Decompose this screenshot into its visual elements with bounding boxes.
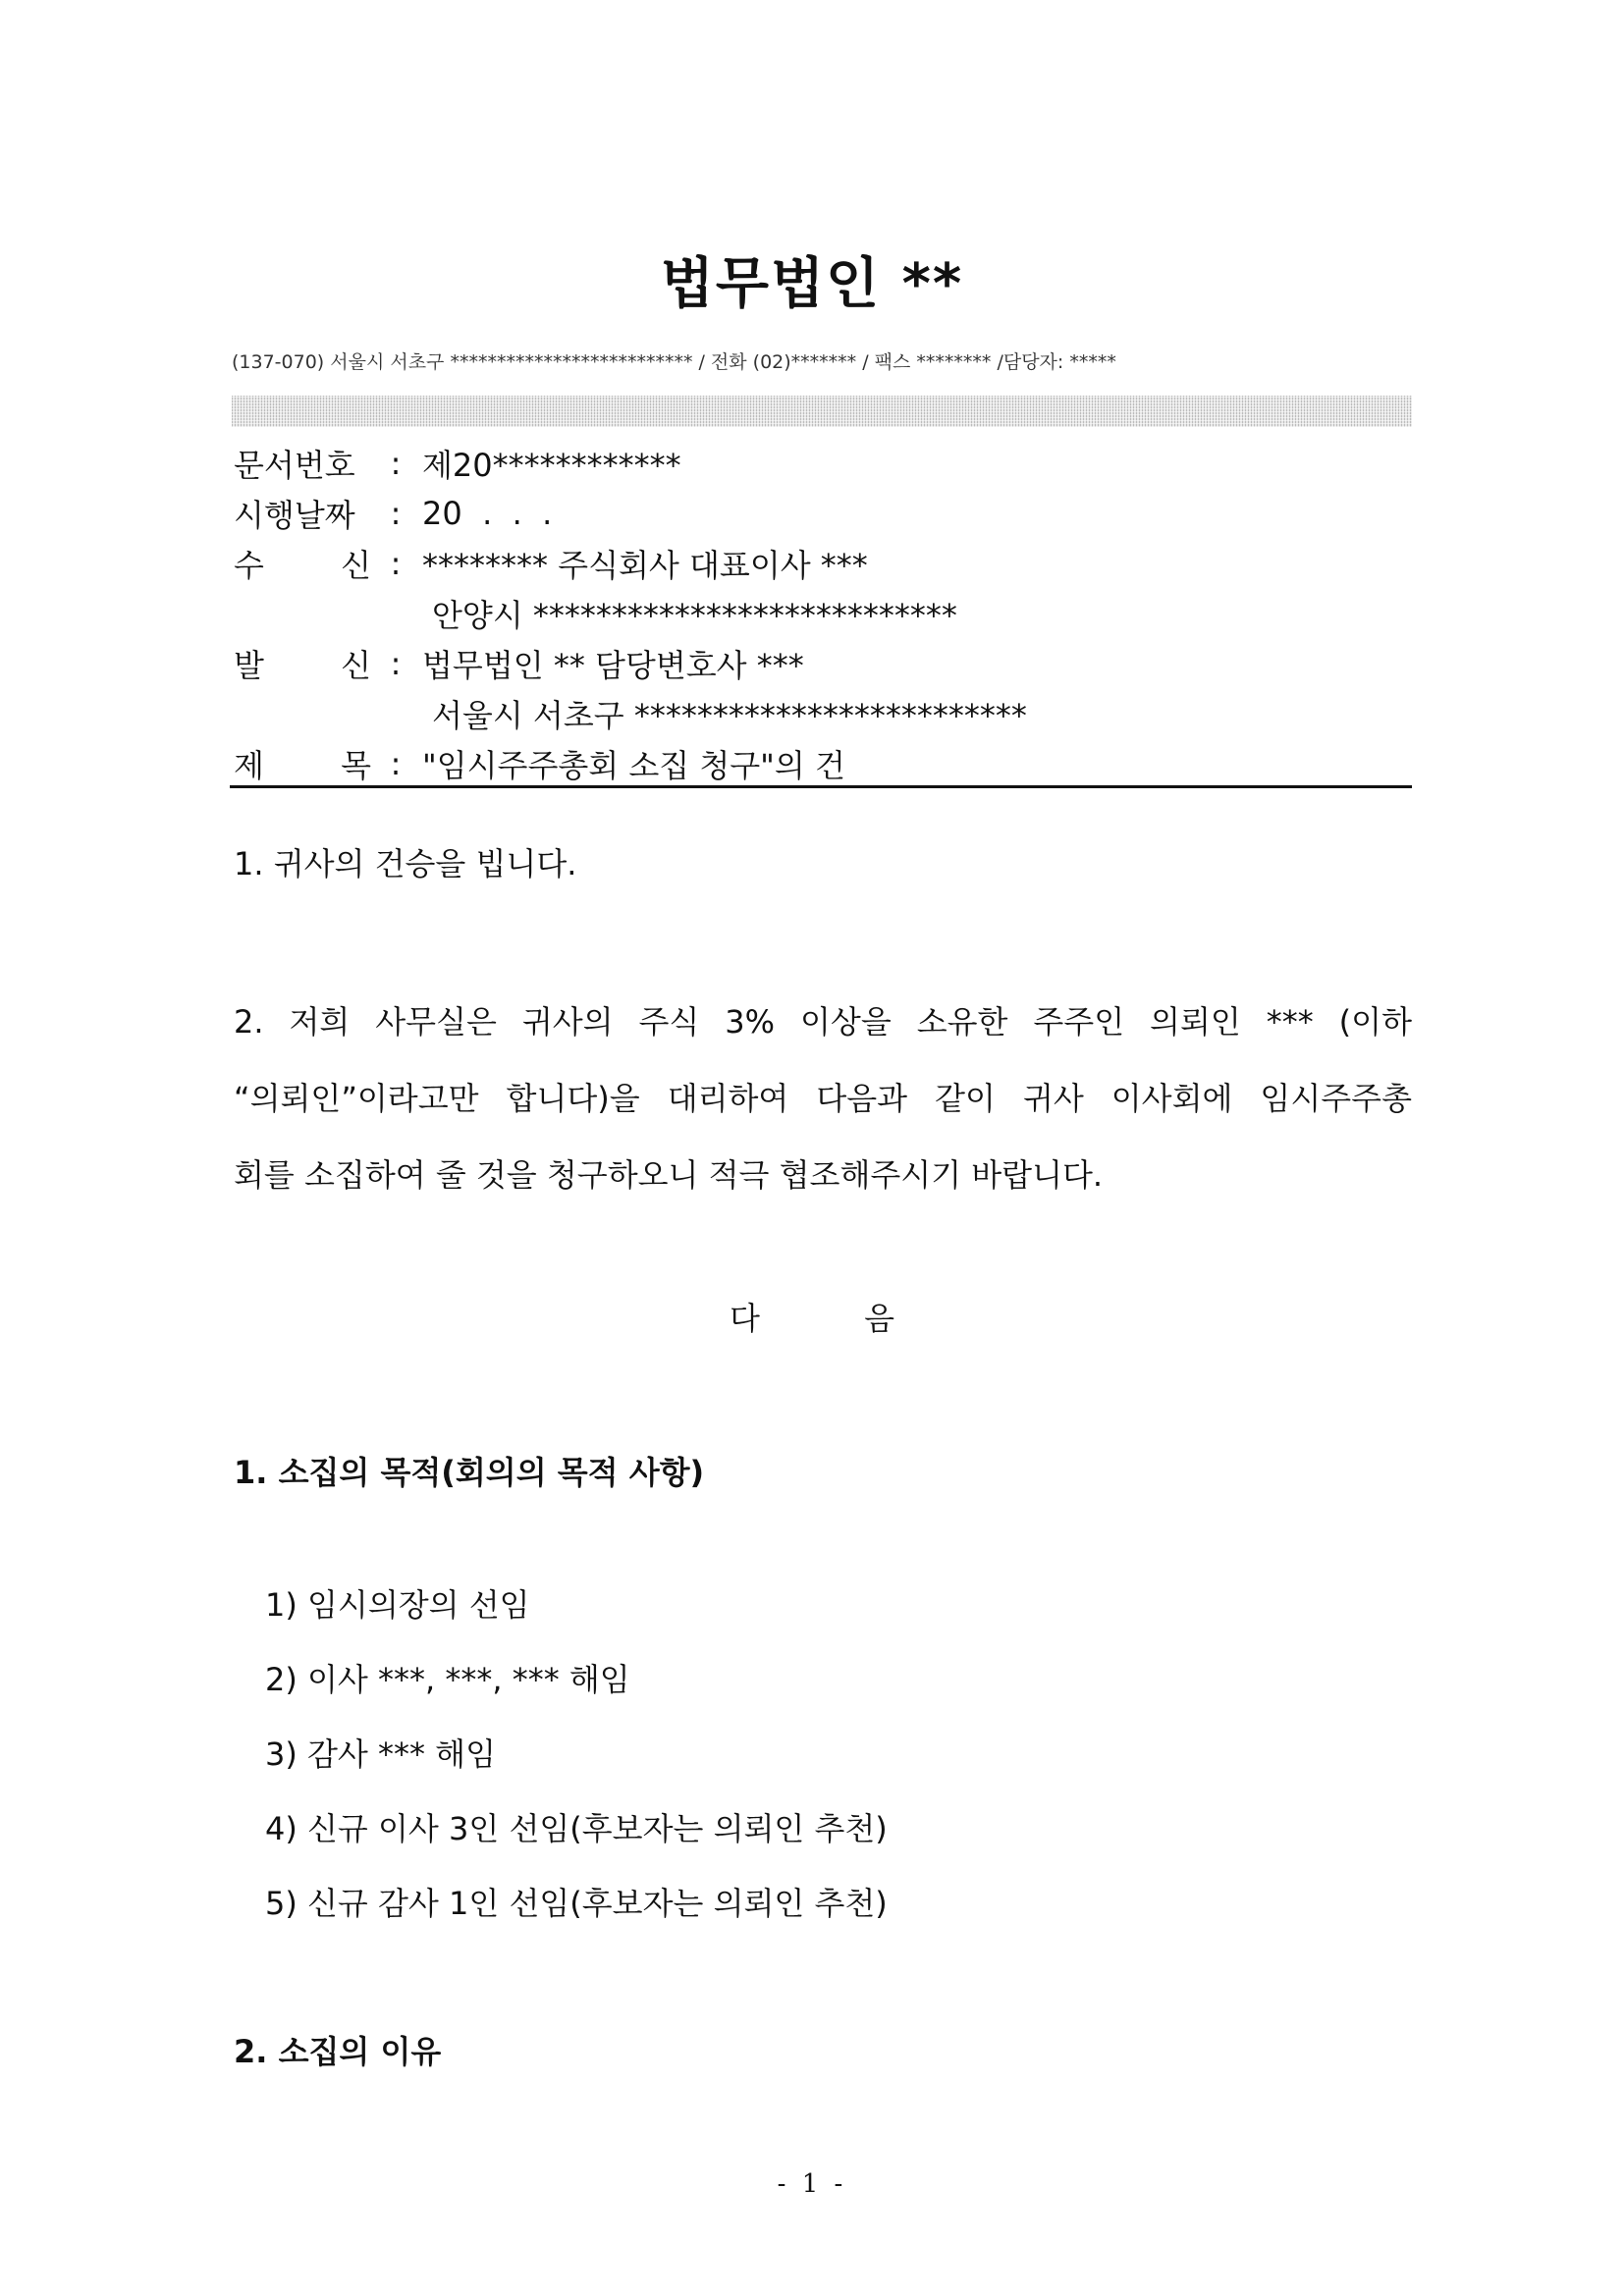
doc-number-row (234, 438, 1412, 488)
greeting-paragraph: 1. 귀사의 건승을 빕니다. (234, 845, 577, 882)
paragraph-line: 회를 소집하여 줄 것을 청구하오니 적극 협조해주시기 바랍니다. (234, 1156, 1104, 1194)
recipient-value: ******** 주식회사 대표이사 *** (422, 546, 868, 584)
firm-title: 법무법인 ** (660, 252, 964, 316)
recipient-label: 수 신 (234, 546, 371, 584)
sender-row (234, 638, 1412, 688)
hatched-divider (232, 396, 1412, 427)
recipient-address: 안양시 *************************** (432, 596, 957, 634)
issue-date-row (234, 488, 1412, 538)
paragraph-line: 2. 저희 사무실은 귀사의 주식 3% 이상을 소유한 주주인 의뢰인 *** (이하 (234, 1003, 1412, 1041)
firm-address-line: (137-070) 서울시 서초구 ************************** / 전화 (02)******* / 팩스 ******** /담당자: ***** (232, 351, 1116, 373)
subject-value: "임시주주총회 소집 청구"의 건 (422, 746, 845, 784)
colon: : (390, 544, 402, 582)
subject-row (234, 738, 1412, 788)
colon: : (390, 494, 402, 532)
list-item: 3) 감사 *** 해임 (265, 1735, 497, 1773)
list-item: 1) 임시의장의 선임 (265, 1586, 530, 1624)
request-paragraph (234, 984, 1412, 1213)
colon: : (390, 744, 402, 782)
letter-header-fields (234, 438, 1412, 788)
list-item: 4) 신규 이사 3인 선임(후보자는 의뢰인 추천) (265, 1810, 888, 1847)
sender-label: 발 신 (234, 646, 371, 684)
doc-number-label: 문서번호 (234, 446, 355, 484)
section-title-purpose: 1. 소집의 목적(회의의 목적 사항) (234, 1454, 705, 1491)
subject-label: 제 목 (234, 746, 371, 784)
section-title-reason: 2. 소집의 이유 (234, 2033, 442, 2070)
list-item: 5) 신규 감사 1인 선임(후보자는 의뢰인 추천) (265, 1885, 888, 1922)
colon: : (390, 444, 402, 482)
sender-value: 법무법인 ** 담당변호사 *** (422, 646, 804, 684)
page-number: - 1 - (777, 2169, 847, 2199)
sender-address: 서울시 서초구 ************************* (432, 696, 1027, 734)
list-item: 2) 이사 ***, ***, *** 해임 (265, 1661, 630, 1698)
purpose-list (265, 1580, 888, 1953)
colon: : (390, 644, 402, 682)
issue-date-value: 20 . . . (422, 494, 553, 532)
header-rule (230, 785, 1412, 788)
recipient-row (234, 538, 1412, 588)
paragraph-line: “의뢰인”이라고만 합니다)을 대리하여 다음과 같이 귀사 이사회에 임시주주총 (234, 1080, 1412, 1117)
issue-date-label: 시행날짜 (234, 496, 355, 534)
center-heading: 다 음 (730, 1300, 942, 1337)
doc-number-value: 제20************ (422, 446, 681, 484)
